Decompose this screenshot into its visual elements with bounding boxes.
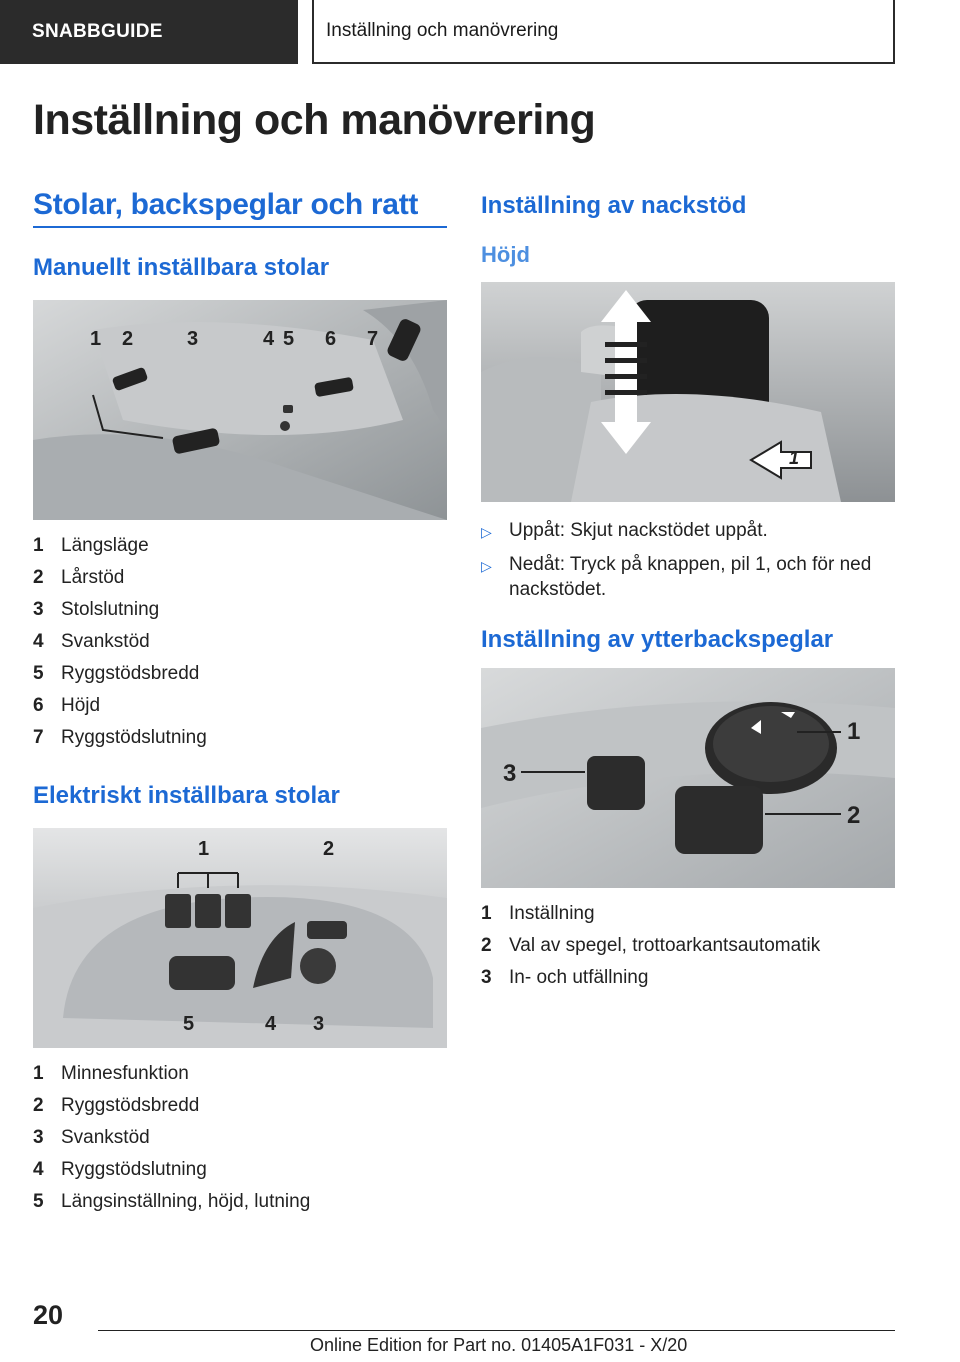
item-text: Ryggstödslutning	[61, 1159, 207, 1180]
electric-seat-photo	[33, 828, 447, 1048]
list-item	[481, 930, 895, 962]
list-item	[33, 1122, 447, 1154]
item-text: Lårstöd	[61, 567, 125, 588]
list-item	[33, 1186, 447, 1218]
image-label: 1	[198, 838, 210, 860]
image-label: 4	[263, 328, 275, 350]
electric-seat-legend	[33, 1058, 447, 1218]
image-label: 3	[187, 328, 199, 350]
image-label: 7	[367, 328, 379, 350]
item-number: 4	[33, 631, 44, 652]
bullet-item	[481, 552, 895, 602]
electric-seats-heading: Elektriskt inställbara stolar	[33, 782, 340, 809]
headrest-photo	[481, 282, 895, 502]
manual-seat-photo	[33, 300, 447, 520]
triangle-bullet-icon: ▷	[481, 558, 492, 574]
image-label: 1	[789, 448, 800, 468]
image-label: 3	[313, 1013, 325, 1035]
list-item	[33, 1090, 447, 1122]
image-label: 3	[503, 760, 517, 787]
item-text: Svankstöd	[61, 631, 150, 652]
item-number: 7	[33, 727, 44, 748]
chapter-label: Inställning och manövrering	[326, 20, 559, 41]
section-tab	[0, 0, 298, 64]
list-item	[33, 722, 447, 754]
item-number: 3	[33, 599, 44, 620]
item-text: Ryggstödsbredd	[61, 663, 200, 684]
item-number: 1	[33, 535, 44, 556]
item-number: 2	[33, 567, 44, 588]
list-item	[33, 562, 447, 594]
manual-seats-heading: Manuellt inställbara stolar	[33, 254, 330, 281]
list-item	[33, 658, 447, 690]
image-label: 4	[265, 1013, 277, 1035]
item-number: 2	[33, 1095, 44, 1116]
bullet-text: Uppåt: Skjut nackstödet uppåt.	[509, 520, 768, 541]
headrest-subheading: Höjd	[481, 242, 530, 267]
image-label: 5	[283, 328, 295, 350]
image-label: 1	[847, 718, 861, 745]
image-label: 2	[323, 838, 335, 860]
item-text: Svankstöd	[61, 1127, 150, 1148]
edition-note: Online Edition for Part no. 01405A1F031 - X/20	[310, 1335, 688, 1355]
item-number: 6	[33, 695, 44, 716]
image-label: 2	[122, 328, 134, 350]
item-number: 5	[33, 663, 44, 684]
item-text: Ryggstödslutning	[61, 727, 207, 748]
bullet-text: Nedåt: Tryck på knappen, pil 1, och för ned nackstödet.	[509, 554, 872, 600]
list-item	[33, 690, 447, 722]
image-label: 5	[183, 1013, 195, 1035]
item-text: Val av spegel, trottoarkantsautomatik	[509, 935, 821, 956]
list-item	[481, 962, 895, 994]
left-column	[33, 188, 447, 1218]
right-column	[481, 188, 895, 994]
footer-divider	[98, 1330, 895, 1331]
mirror-legend	[481, 898, 895, 994]
page-number: 20	[33, 1300, 64, 1330]
triangle-bullet-icon: ▷	[481, 524, 492, 540]
item-number: 5	[33, 1191, 44, 1212]
list-item	[33, 626, 447, 658]
item-number: 1	[481, 903, 492, 924]
list-item	[33, 1058, 447, 1090]
item-number: 3	[33, 1127, 44, 1148]
manual-seat-legend	[33, 530, 447, 754]
item-text: Stolslutning	[61, 599, 160, 620]
image-label: 1	[90, 328, 102, 350]
page-title: Inställning och manövrering	[33, 96, 596, 144]
item-text: Ryggstödsbredd	[61, 1095, 200, 1116]
item-number: 3	[481, 967, 492, 988]
item-number: 2	[481, 935, 492, 956]
item-text: Minnesfunktion	[61, 1063, 189, 1084]
item-number: 1	[33, 1063, 44, 1084]
item-text: Höjd	[61, 695, 101, 716]
list-item	[33, 594, 447, 626]
image-label: 6	[325, 328, 337, 350]
list-item	[33, 530, 447, 562]
item-text: In- och utfällning	[509, 967, 649, 988]
mirrors-heading: Inställning av ytterbackspeglar	[481, 626, 834, 653]
list-item	[481, 898, 895, 930]
item-text: Längsläge	[61, 535, 149, 556]
list-item	[33, 1154, 447, 1186]
image-label: 2	[847, 802, 861, 829]
chapter-header	[312, 0, 895, 64]
section-heading: Stolar, backspeglar och ratt	[33, 188, 447, 228]
mirror-control-photo	[481, 668, 895, 888]
section-label: SNABBGUIDE	[32, 21, 163, 42]
bullet-item	[481, 518, 895, 545]
item-text: Längsinställning, höjd, lutning	[61, 1191, 311, 1212]
headrest-heading: Inställning av nackstöd	[481, 192, 747, 219]
item-number: 4	[33, 1159, 44, 1180]
headrest-bullets	[481, 518, 895, 602]
item-text: Inställning	[509, 903, 595, 924]
